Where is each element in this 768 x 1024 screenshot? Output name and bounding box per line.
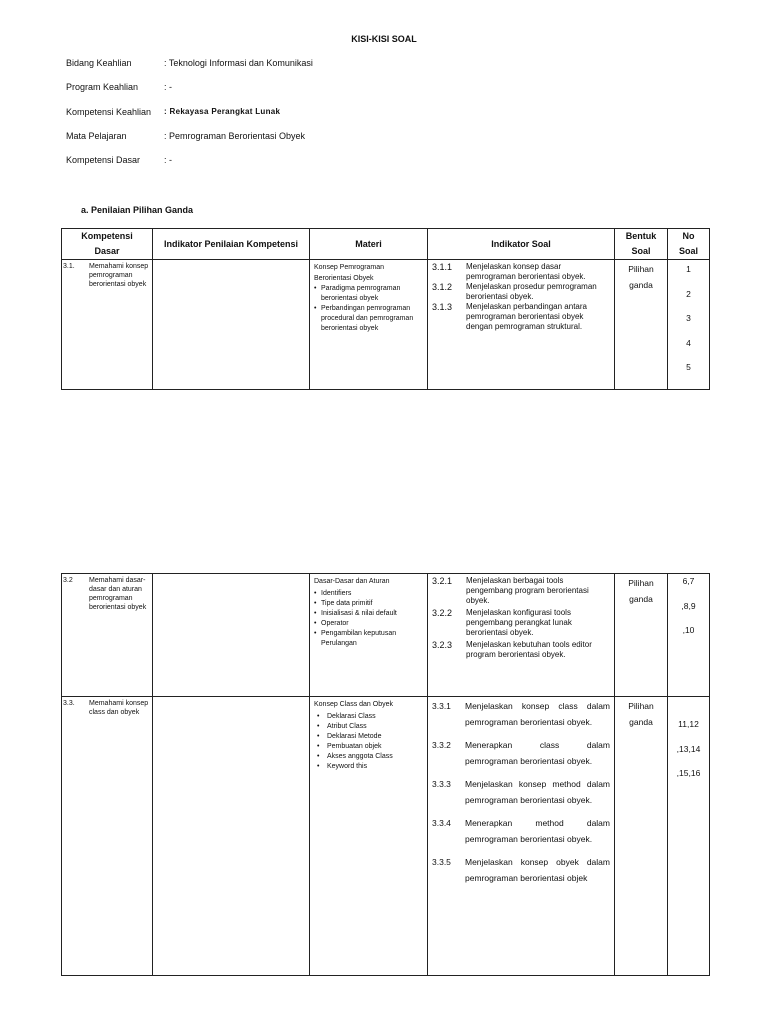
info-label: Kompetensi Keahlian	[66, 107, 152, 117]
indikator-soal-cell	[428, 697, 615, 976]
indikator-soal-item: 3.1.3 Menjelaskan perbandingan antara pemrograman berorientasi obyek dengan pemrograman struktural.	[432, 302, 587, 331]
no-soal-value: ,15,16	[676, 768, 701, 778]
materi-heading: Konsep Pemrograman Berorientasi Obyek	[314, 264, 385, 282]
materi-cell	[310, 697, 428, 976]
no-soal-value: ,10	[682, 625, 695, 635]
list-item: • Pembuatan objek	[317, 743, 382, 750]
info-value: : -	[164, 155, 172, 165]
info-label: Program Keahlian	[66, 82, 139, 92]
indikator-soal-cell	[428, 260, 615, 390]
kd-cell	[62, 574, 153, 697]
indikator-soal-cell	[428, 574, 615, 697]
info-value: : Rekayasa Perangkat Lunak	[164, 107, 281, 116]
no-soal-value: 1	[686, 264, 691, 274]
info-value: : -	[164, 82, 172, 92]
list-item: • Pengambilan keputusan Perulangan	[314, 630, 397, 647]
no-soal-value: 2	[686, 288, 691, 299]
kisi-table-1	[61, 228, 710, 390]
list-item: • Inisialisasi & nilai default	[314, 610, 397, 617]
bentuk-soal-cell: Pilihan ganda	[615, 697, 668, 976]
kd-text: Memahami konsep pemrograman berorientasi obyek	[89, 263, 149, 288]
table-row	[62, 697, 710, 976]
list-item: • Keyword this	[317, 763, 368, 770]
materi-heading: Dasar-Dasar dan Aturan	[314, 578, 390, 585]
no-soal-cell	[668, 697, 710, 976]
header-materi: Materi	[310, 229, 428, 260]
no-soal-cell	[668, 260, 710, 390]
no-soal-value: 6,7	[682, 576, 695, 586]
indikator-soal-item: 3.2.2 Menjelaskan konfigurasi tools pengembang perangkat lunak berorientasi obyek.	[432, 608, 572, 637]
header-bentuk-soal: Bentuk Soal	[615, 229, 668, 260]
indikator-soal-item: 3.1.1 Menjelaskan konsep dasar pemrograman berorientasi obyek.	[432, 262, 586, 281]
indikator-penilaian-cell	[153, 574, 310, 697]
section-title: a. Penilaian Pilihan Ganda	[81, 205, 194, 215]
kd-text: Memahami konsep class dan obyek	[89, 700, 149, 716]
list-item: • Tipe data primitif	[314, 600, 373, 607]
kd-cell	[62, 260, 153, 390]
page-title: KISI-KISI SOAL	[351, 34, 417, 44]
indikator-soal-item: 3.2.3 Menjelaskan kebutuhan tools editor program berorientasi obyek.	[432, 640, 592, 659]
table-row	[62, 574, 710, 697]
no-soal-value: 3	[686, 313, 691, 323]
header-no-soal: No Soal	[668, 229, 710, 260]
indikator-soal-item: 3.3.5 Menjelaskan konsep obyek dalam pemrograman berorientasi objek	[432, 857, 610, 883]
indikator-soal-item: 3.3.1 Menjelaskan konsep class dalam pemrograman berorientasi obyek.	[432, 701, 610, 727]
header-indikator-soal: Indikator Soal	[428, 229, 615, 260]
list-item: • Perbandingan pemrograman procedural dan pemrograman berorientasi obyek	[314, 305, 414, 332]
indikator-penilaian-cell	[153, 260, 310, 390]
materi-heading: Konsep Class dan Obyek	[314, 701, 393, 708]
list-item: • Operator	[314, 620, 349, 627]
info-label: Mata Pelajaran	[66, 131, 127, 141]
indikator-soal-item: 3.3.2 Menerapkan class dalam pemrograman berorientasi obyek.	[432, 740, 610, 766]
info-label: Bidang Keahlian	[66, 58, 132, 68]
bentuk-soal-cell: Pilihan ganda	[615, 574, 668, 697]
kd-cell	[62, 697, 153, 976]
info-label: Kompetensi Dasar	[66, 155, 141, 165]
header-kompetensi-dasar: Kompetensi Dasar	[62, 229, 153, 260]
indikator-soal-item: 3.1.2 Menjelaskan prosedur pemrograman berorientasi obyek.	[432, 282, 597, 301]
table-header-row	[62, 229, 710, 260]
kisi-table-2	[61, 573, 710, 976]
list-item: • Akses anggota Class	[317, 753, 393, 760]
header-indikator-penilaian: Indikator Penilaian Kompetensi	[153, 229, 310, 260]
indikator-soal-item: 3.2.1 Menjelaskan berbagai tools pengembang program berorientasi obyek.	[432, 576, 589, 605]
list-item: • Deklarasi Metode	[317, 733, 382, 740]
indikator-soal-item: 3.3.4 Menerapkan method dalam pemrograman berorientasi obyek.	[432, 818, 610, 844]
no-soal-value: 4	[686, 337, 691, 348]
no-soal-value: 5	[686, 362, 691, 372]
info-value: : Pemrograman Berorientasi Obyek	[164, 131, 306, 141]
list-item: • Atribut Class	[317, 723, 367, 730]
kd-number: 3.2	[63, 577, 73, 584]
kd-number: 3.1.	[63, 263, 75, 270]
indikator-penilaian-cell	[153, 697, 310, 976]
materi-cell	[310, 574, 428, 697]
no-soal-value: 11,12	[678, 719, 699, 729]
info-value: : Teknologi Informasi dan Komunikasi	[164, 58, 313, 68]
materi-cell	[310, 260, 428, 390]
list-item: • Identifiers	[314, 590, 352, 597]
list-item: • Paradigma pemrograman berorientasi obyek	[314, 285, 401, 302]
indikator-soal-item: 3.3.3 Menjelaskan konsep method dalam pemrograman berorientasi obyek.	[432, 779, 610, 805]
no-soal-cell	[668, 574, 710, 697]
bentuk-soal-cell: Pilihan ganda	[615, 260, 668, 390]
no-soal-value: ,8,9	[681, 600, 696, 611]
table-row	[62, 260, 710, 390]
list-item: • Deklarasi Class	[317, 713, 376, 720]
kd-text: Memahami dasar-dasar dan aturan pemrograman berorientasi obyek	[89, 577, 147, 611]
kd-number: 3.3.	[63, 700, 75, 707]
no-soal-value: ,13,14	[676, 743, 701, 754]
